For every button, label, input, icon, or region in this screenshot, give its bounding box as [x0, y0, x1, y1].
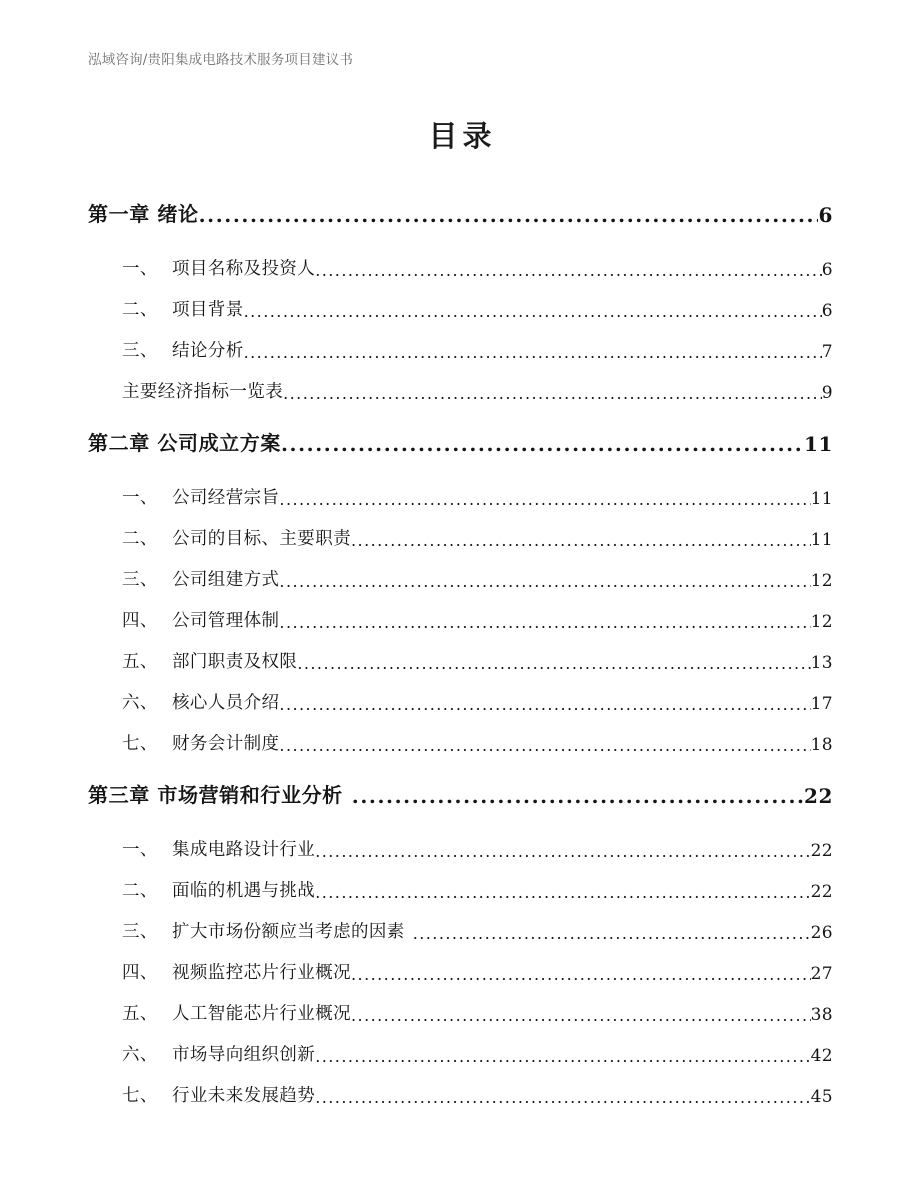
toc-dot-leader	[297, 654, 810, 673]
toc-entry-number: 四、	[122, 963, 158, 983]
toc-entry-page-number: 13	[810, 653, 833, 673]
toc-section-entry[interactable]	[88, 943, 833, 984]
toc-dot-leader	[351, 965, 811, 984]
toc-entry-number: 三、	[122, 341, 158, 361]
toc-section-entry[interactable]	[88, 239, 833, 280]
toc-entry-label: 五、 部门职责及权限	[122, 648, 297, 673]
toc-section-entry[interactable]	[88, 280, 833, 321]
toc-entry-number: 一、	[122, 488, 158, 508]
toc-dot-leader	[315, 883, 810, 902]
toc-dot-leader	[244, 302, 822, 321]
toc-entry-label: 一、 项目名称及投资人	[122, 255, 315, 280]
toc-chapter-entry[interactable]	[88, 186, 833, 227]
toc-section-entry[interactable]	[88, 861, 833, 902]
page-title: 目录	[428, 119, 497, 153]
toc-entry-label: 第二章 公司成立方案	[88, 431, 281, 455]
toc-section-entry[interactable]	[88, 902, 833, 943]
toc-entry-page-number: 42	[810, 1046, 833, 1066]
toc-entry-label: 六、 市场导向组织创新	[122, 1041, 315, 1066]
toc-entry-page-number: 45	[810, 1087, 833, 1107]
toc-entry-number: 七、	[122, 734, 158, 754]
toc-dot-leader	[279, 613, 810, 632]
toc-entry-number: 六、	[122, 693, 158, 713]
toc-entry-number: 五、	[122, 652, 158, 672]
toc-dot-leader	[352, 784, 804, 808]
toc-section-entry[interactable]	[88, 550, 833, 591]
toc-dot-leader	[279, 695, 810, 714]
toc-entry-number: 五、	[122, 1004, 158, 1024]
toc-dot-leader	[351, 1006, 811, 1025]
toc-dot-leader	[279, 490, 810, 509]
toc-entry-page-number: 6	[821, 260, 833, 280]
toc-dot-leader	[315, 1047, 810, 1066]
toc-entry-page-number: 27	[810, 964, 833, 984]
toc-entry-number: 二、	[122, 529, 158, 549]
toc-entry-label: 一、 公司经营宗旨	[122, 484, 279, 509]
toc-section-entry[interactable]	[88, 820, 833, 861]
toc-entry-label: 七、 行业未来发展趋势	[122, 1082, 315, 1107]
toc-spacer	[88, 755, 833, 767]
toc-entry-label: 六、 核心人员介绍	[122, 689, 279, 714]
toc-section-entry[interactable]	[88, 362, 833, 403]
toc-entry-page-number: 11	[810, 530, 833, 550]
toc-entry-page-number: 12	[810, 571, 833, 591]
toc-entry-label: 二、 公司的目标、主要职责	[122, 525, 351, 550]
toc-entry-page-number: 6	[821, 301, 833, 321]
toc-entry-number: 六、	[122, 1045, 158, 1065]
toc-dot-leader	[351, 531, 811, 550]
toc-entry-label: 七、 财务会计制度	[122, 730, 279, 755]
toc-entry-label: 第一章 绪论	[88, 202, 199, 226]
toc-entry-label: 第三章 市场营销和行业分析	[88, 783, 343, 807]
toc-dot-leader	[199, 203, 819, 227]
toc-section-entry[interactable]	[88, 468, 833, 509]
toc-entry-page-number: 11	[810, 489, 833, 509]
toc-entry-page-number: 17	[810, 694, 833, 714]
toc-spacer	[88, 810, 833, 820]
toc-dot-leader	[315, 261, 822, 280]
toc-chapter-entry[interactable]	[88, 767, 833, 808]
toc-entry-page-number: 11	[803, 432, 833, 456]
toc-entry-page-number: 22	[810, 841, 833, 861]
toc-entry-label: 三、 扩大市场份额应当考虑的因素	[122, 918, 413, 943]
toc-entry-page-number: 12	[810, 612, 833, 632]
toc-entry-page-number: 22	[810, 882, 833, 902]
toc-dot-leader	[413, 924, 811, 943]
toc-dot-leader	[315, 1088, 810, 1107]
toc-entry-page-number: 26	[810, 923, 833, 943]
toc-entry-page-number: 9	[821, 383, 833, 403]
toc-dot-leader	[281, 432, 804, 456]
toc-entry-number: 四、	[122, 611, 158, 631]
table-of-contents	[88, 186, 833, 1107]
toc-entry-page-number: 18	[810, 735, 833, 755]
toc-section-entry[interactable]	[88, 1066, 833, 1107]
toc-entry-label: 主要经济指标一览表	[122, 382, 284, 402]
toc-dot-leader	[244, 343, 822, 362]
toc-section-entry[interactable]	[88, 984, 833, 1025]
toc-entry-number: 一、	[122, 840, 158, 860]
toc-section-entry[interactable]	[88, 591, 833, 632]
toc-section-entry[interactable]	[88, 714, 833, 755]
toc-spacer	[88, 403, 833, 415]
toc-entry-label: 三、 公司组建方式	[122, 566, 279, 591]
toc-section-entry[interactable]	[88, 673, 833, 714]
toc-dot-leader	[279, 572, 810, 591]
toc-entry-page-number: 38	[810, 1005, 833, 1025]
toc-entry-label: 四、 视频监控芯片行业概况	[122, 959, 351, 984]
toc-entry-number: 一、	[122, 259, 158, 279]
toc-entry-label: 三、 结论分析	[122, 337, 244, 362]
toc-section-entry[interactable]	[88, 321, 833, 362]
toc-entry-number: 三、	[122, 570, 158, 590]
toc-entry-page-number: 7	[821, 342, 833, 362]
toc-entry-label: 二、 项目背景	[122, 296, 244, 321]
toc-spacer	[88, 458, 833, 468]
toc-dot-leader	[283, 384, 822, 403]
toc-section-entry[interactable]	[88, 632, 833, 673]
toc-entry-label: 二、 面临的机遇与挑战	[122, 877, 315, 902]
toc-dot-leader	[315, 842, 810, 861]
toc-spacer	[88, 229, 833, 239]
toc-entry-page-number: 6	[818, 203, 833, 227]
toc-entry-label: 五、 人工智能芯片行业概况	[122, 1000, 351, 1025]
toc-section-entry[interactable]	[88, 509, 833, 550]
toc-entry-number: 二、	[122, 881, 158, 901]
toc-section-entry[interactable]	[88, 1025, 833, 1066]
toc-entry-number: 七、	[122, 1086, 158, 1106]
running-header: 泓域咨询/贵阳集成电路技术服务项目建议书	[88, 52, 354, 68]
toc-entry-label: 一、 集成电路设计行业	[122, 836, 315, 861]
toc-entry-page-number: 22	[803, 784, 833, 808]
toc-dot-leader	[279, 736, 810, 755]
toc-entry-label: 四、 公司管理体制	[122, 607, 279, 632]
toc-entry-number: 二、	[122, 300, 158, 320]
toc-chapter-entry[interactable]	[88, 415, 833, 456]
toc-entry-number: 三、	[122, 922, 158, 942]
